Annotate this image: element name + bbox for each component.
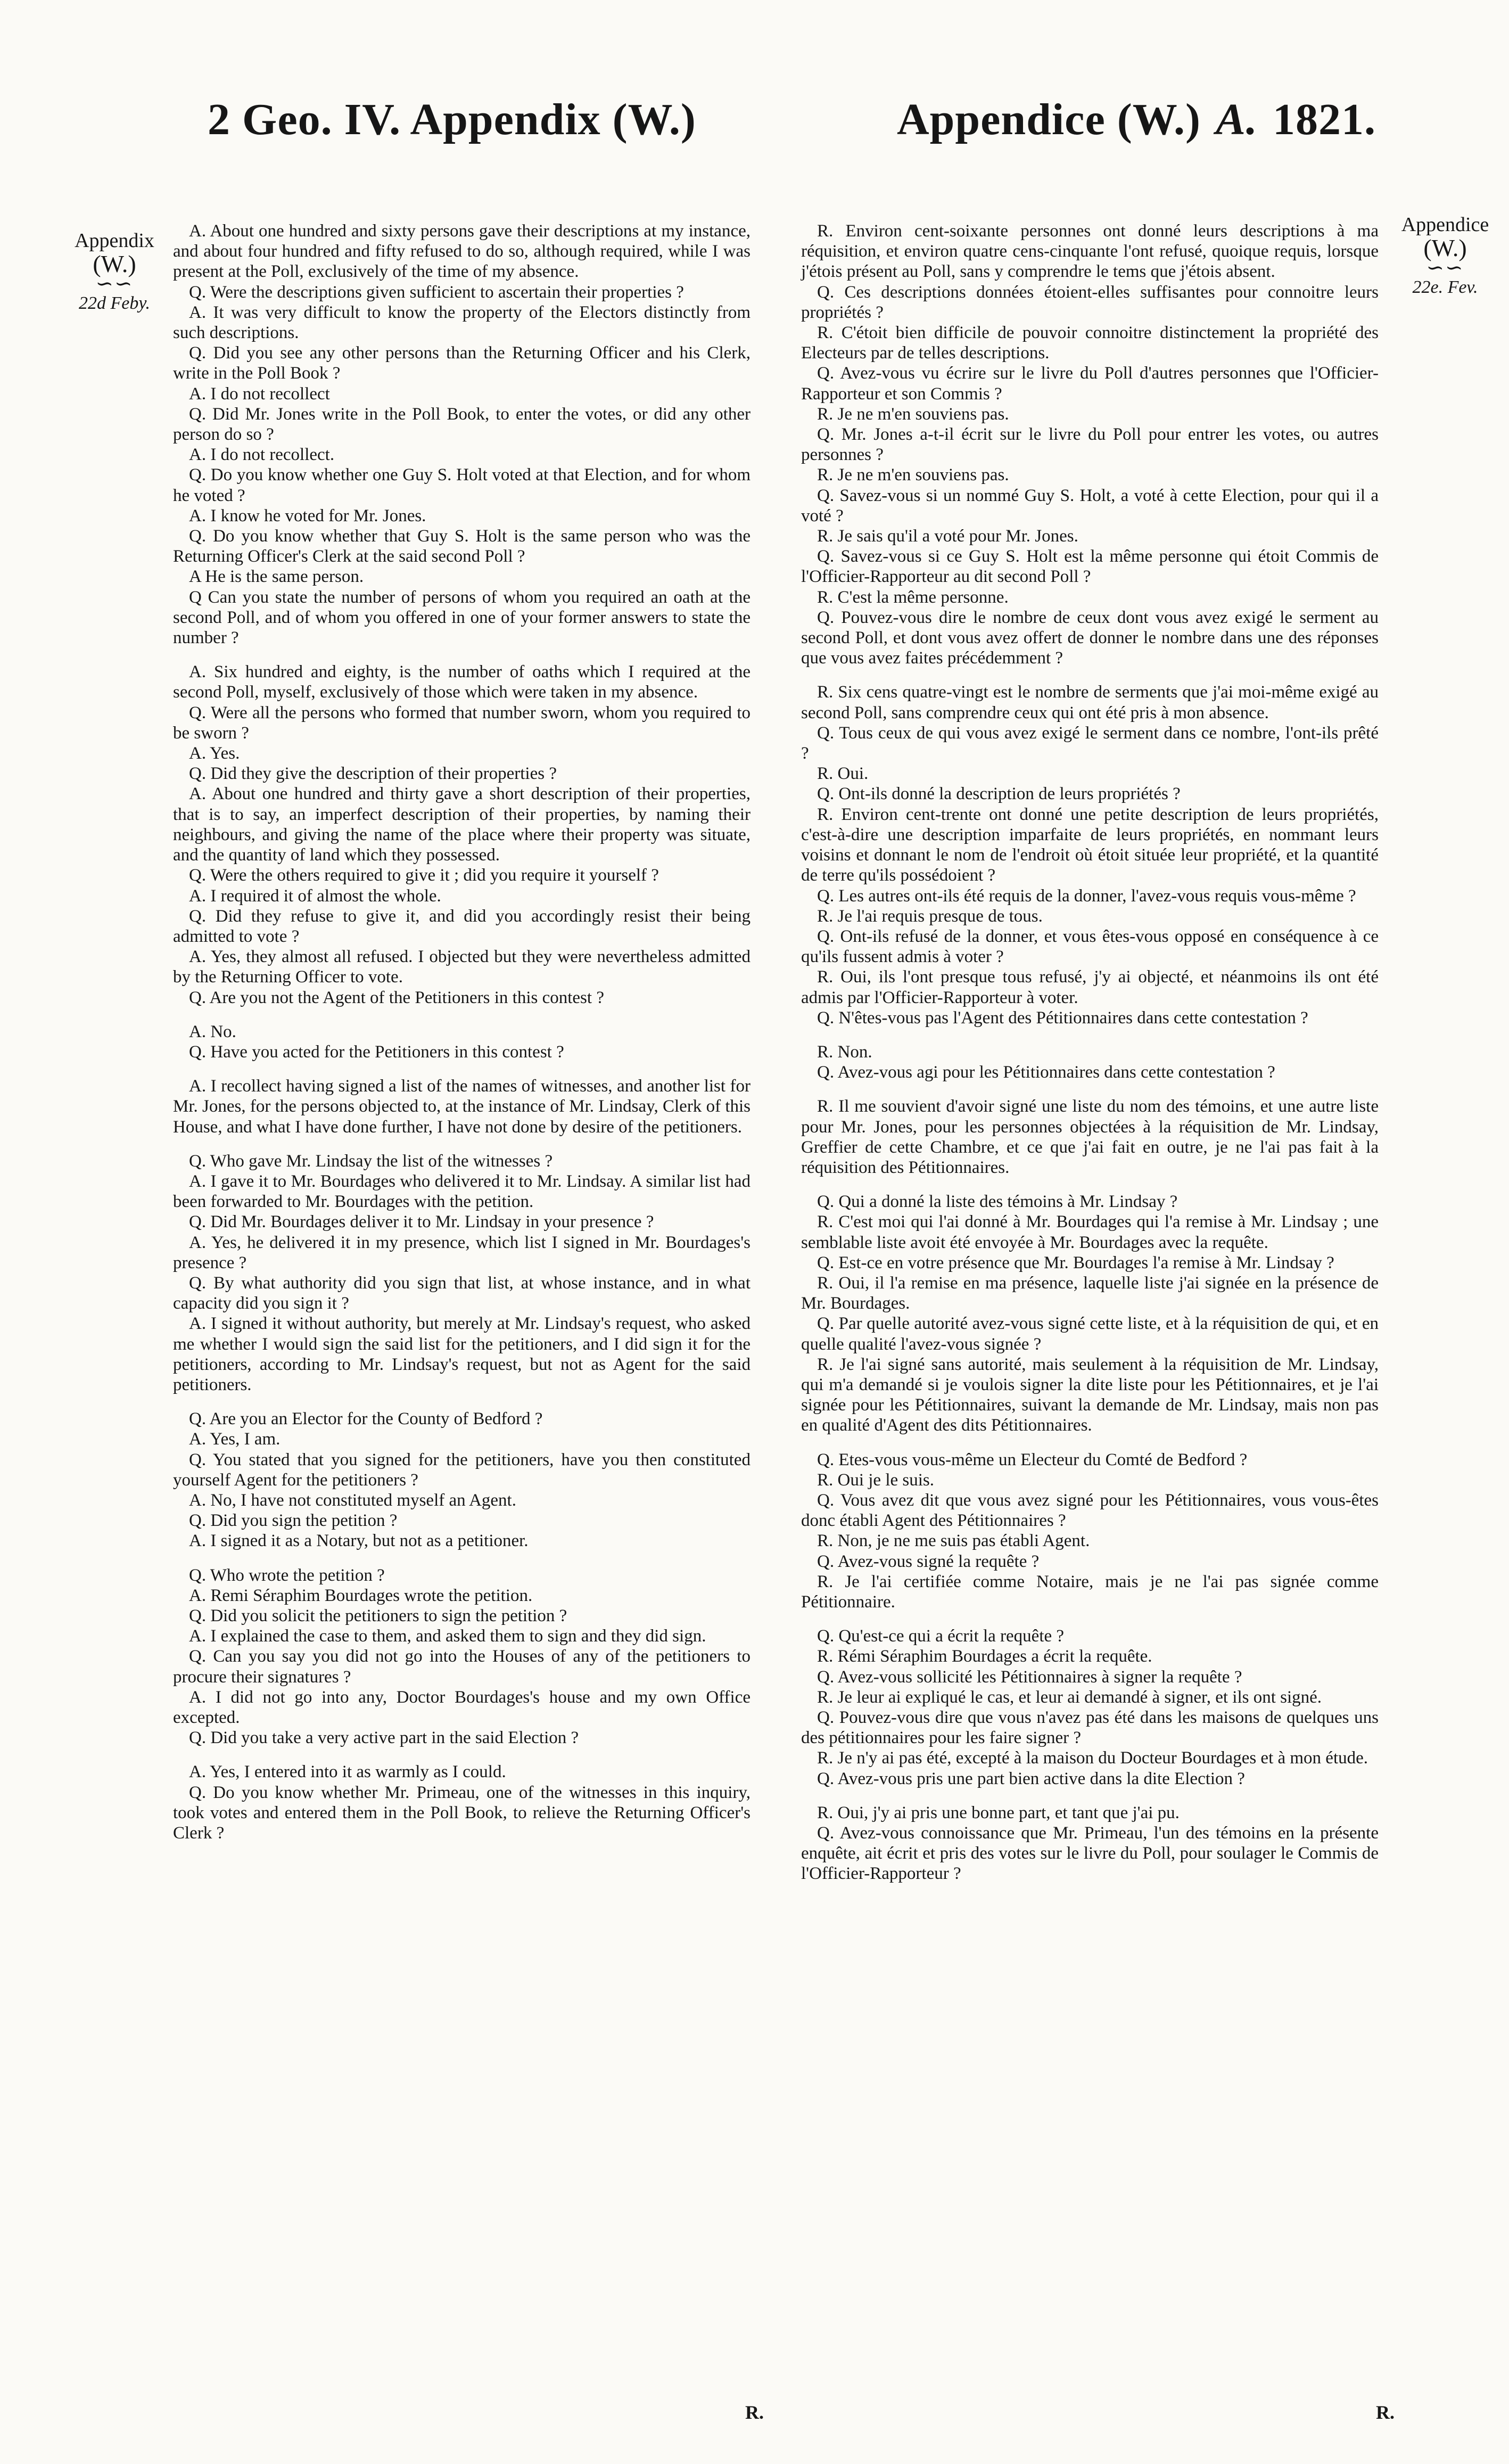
english-paragraph: A. I do not recollect	[189, 384, 330, 404]
french-paragraph: R. C'étoit bien difficile de pouvoir connoitre distinctement la propriété des Electeurs par de telles descriptions.	[801, 323, 1379, 363]
english-paragraph: A. I explained the case to them, and asked them to sign and they did sign.	[189, 1627, 706, 1646]
english-paragraph: Q. Who wrote the petition ?	[189, 1565, 385, 1585]
french-paragraph: R. Oui je le suis.	[817, 1470, 934, 1490]
header-right-letter: A.	[1215, 95, 1258, 144]
english-paragraph: Q. Did they give the description of their properties ?	[189, 764, 557, 784]
margin-date-left: 22d Feby.	[78, 293, 151, 313]
english-paragraph: A. I recollect having signed a list of the names of witnesses, and another list for Mr. Jones, for the persons objected to, at the instance of Mr. Lindsay, Clerk of this House, and what I have done further, I have not done by desire of the petitioners.	[173, 1077, 751, 1137]
english-paragraph: Q. Did you take a very active part in the said Election ?	[189, 1728, 579, 1748]
english-paragraph: A. About one hundred and thirty gave a short description of their properties, that is to say, an imperfect description of their properties, by naming their neighbours, and giving the name of the place where their property was situate, and the quantity of land which they possessed.	[173, 784, 751, 865]
english-paragraph: Q. Were all the persons who formed that number sworn, whom you required to be sworn ?	[173, 703, 751, 743]
header-right-year: 1821.	[1273, 95, 1376, 144]
english-paragraph: A. No.	[189, 1022, 236, 1041]
french-paragraph: R. Il me souvient d'avoir signé une liste du nom des témoins, et une autre liste pour Mr. Jones, pour les personnes objectées à la réquisition de Mr. Lindsay, Greffier de cette Chambre, et ce que j'ai fait en outre, je ne l'ai pas fait à la réquisition des Pétitionnaires.	[801, 1097, 1379, 1177]
header-right-label: Appendice (W.)	[897, 95, 1201, 144]
french-paragraph: Q. Ont-ils refusé de la donner, et vous êtes-vous opposé en conséquence à ce qu'ils fussent admis à voter ?	[801, 926, 1379, 967]
english-paragraph: A. No, I have not constituted myself an Agent.	[189, 1490, 516, 1510]
french-paragraph: Q. Avez-vous pris une part bien active dans la dite Election ?	[817, 1769, 1245, 1788]
margin-appendice-label: Appendice	[1401, 213, 1489, 236]
french-paragraph: R. Je n'y ai pas été, excepté à la maison du Docteur Bourdages et à mon étude.	[817, 1748, 1368, 1768]
english-paragraph: A. Six hundred and eighty, is the number of oaths which I required at the second Poll, myself, exclusively of those which were taken in my absence.	[173, 662, 751, 702]
margin-w-label-right: (W.)	[1423, 234, 1467, 261]
english-paragraph: Q. Who gave Mr. Lindsay the list of the witnesses ?	[189, 1151, 553, 1171]
french-paragraph: Q. Savez-vous si ce Guy S. Holt est la même personne qui étoit Commis de l'Officier-Rapporteur au dit second Poll ?	[801, 547, 1379, 587]
english-paragraph: A. Remi Séraphim Bourdages wrote the petition.	[189, 1586, 533, 1605]
french-paragraph: Q. Avez-vous signé la requête ?	[817, 1551, 1040, 1571]
french-paragraph: Q. Ont-ils donné la description de leurs propriétés ?	[817, 784, 1181, 804]
english-paragraph: Q. By what authority did you sign that list, at whose instance, and in what capacity did you sign it ?	[173, 1273, 751, 1313]
english-paragraph: A. Yes, they almost all refused. I objected but they were nevertheless admitted by the Returning Officer to vote.	[173, 947, 751, 987]
english-paragraph: Q. Did they refuse to give it, and did you accordingly resist their being admitted to vote ?	[173, 906, 751, 946]
english-paragraph: A. Yes, I entered into it as warmly as I could.	[189, 1762, 506, 1782]
french-paragraph: R. Je leur ai expliqué le cas, et leur ai demandé à signer, et ils ont signé.	[817, 1687, 1322, 1707]
french-paragraph: R. C'est moi qui l'ai donné à Mr. Bourdages qui l'a remise à Mr. Lindsay ; une semblable liste avoit été envoyée à Mr. Bourdages avec la requête.	[801, 1212, 1379, 1252]
english-paragraph: Q. Were the descriptions given sufficient to ascertain their properties ?	[189, 282, 684, 302]
flourish-ornament-icon: ∽∽	[95, 272, 134, 295]
english-paragraph: A He is the same person.	[189, 567, 364, 587]
english-paragraph: Q. Are you an Elector for the County of Bedford ?	[189, 1409, 543, 1429]
english-paragraph: Q. Do you know whether Mr. Primeau, one of the witnesses in this inquiry, took votes and entered them in the Poll Book, to relieve the Returning Officer's Clerk ?	[173, 1783, 751, 1843]
english-paragraph: Q. Have you acted for the Petitioners in this contest ?	[189, 1042, 564, 1062]
french-paragraph: R. Environ cent-trente ont donné une petite description de leurs propriétés, c'est-à-dire une description imparfaite de leurs propriétés, en nommant leurs voisins et donnant le nom de l'endroit où étoit située leur propriété, et la quantité de terre qu'ils possédoient ?	[801, 804, 1379, 885]
french-paragraph: R. Je l'ai signé sans autorité, mais seulement à la réquisition de Mr. Lindsay, qui m'a demandé si je voulois signer la dite liste pour les Pétitionnaires, et je l'ai signée pour les Pétitionnaires, suivant la demande de Mr. Lindsay, mais non pas en qualité d'Agent des dits Pétitionnaires.	[801, 1354, 1379, 1435]
english-paragraph: A. I signed it without authority, but merely at Mr. Lindsay's request, who asked me whether I would sign the said list for the petitioners, and I did sign it for the petitioners, according to Mr. Lindsay's request, but not as Agent for the said petitioners.	[173, 1314, 751, 1394]
margin-appendix-label: Appendix	[75, 229, 154, 252]
french-paragraph: Q. Avez-vous vu écrire sur le livre du Poll d'autres personnes que l'Officier-Rapporteur et son Commis ?	[801, 364, 1379, 404]
french-paragraph: Q. Qu'est-ce qui a écrit la requête ?	[817, 1627, 1065, 1646]
margin-note-right	[1392, 213, 1498, 299]
english-paragraph: A. Yes.	[189, 744, 240, 763]
margin-date-right: 22e. Fev.	[1412, 277, 1478, 297]
english-paragraph: Q Can you state the number of persons of whom you required an oath at the second Poll, and of whom you offered in one of your former answers to state the number ?	[173, 587, 751, 648]
french-paragraph: R. Je ne m'en souviens pas.	[817, 404, 1009, 424]
french-paragraph: Q. Mr. Jones a-t-il écrit sur le livre du Poll pour entrer les votes, ou autres personnes ?	[801, 425, 1379, 465]
french-paragraph: R. Non, je ne me suis pas établi Agent.	[817, 1531, 1090, 1551]
english-paragraph: A. About one hundred and sixty persons gave their descriptions at my instance, and about four hundred and fifty refused to do so, although required, while I was present at the Poll, exclusively of the time of my absence.	[173, 221, 751, 282]
english-paragraph: Q. Do you know whether that Guy S. Holt is the same person who was the Returning Officer's Clerk at the said second Poll ?	[173, 527, 751, 566]
english-paragraph: A. I signed it as a Notary, but not as a petitioner.	[189, 1531, 529, 1551]
french-paragraph: Q. Ces descriptions données étoient-elles suffisantes pour connoitre leurs propriétés ?	[801, 282, 1379, 322]
french-paragraph: R. Six cens quatre-vingt est le nombre de serments que j'ai moi-même exigé au second Poll, sans comprendre ceux qui ont été pris à mon absence.	[801, 683, 1379, 722]
english-paragraph: Q. Are you not the Agent of the Petitioners in this contest ?	[189, 988, 604, 1007]
english-paragraph: Q. Did you sign the petition ?	[189, 1511, 398, 1531]
french-paragraph: Q. Les autres ont-ils été requis de la donner, l'avez-vous requis vous-même ?	[817, 886, 1356, 906]
header-right	[897, 85, 1376, 154]
english-paragraph: Q. Were the others required to give it ; did you require it yourself ?	[189, 866, 659, 885]
french-paragraph: Q. Par quelle autorité avez-vous signé cette liste, et à la réquisition de qui, et en quelle qualité l'avez-vous signée ?	[801, 1314, 1379, 1354]
english-paragraph: Q. Did you see any other persons than the Returning Officer and his Clerk, write in the Poll Book ?	[173, 343, 751, 383]
catchword-french: R.	[1376, 2402, 1395, 2423]
english-paragraph: A. I know he voted for Mr. Jones.	[189, 506, 426, 525]
french-paragraph: Q. Vous avez dit que vous avez signé pour les Pétitionnaires, vous vous-êtes donc établi Agent des Pétitionnaires ?	[801, 1490, 1379, 1531]
french-paragraph: Q. N'êtes-vous pas l'Agent des Pétitionnaires dans cette contestation ?	[817, 1008, 1308, 1028]
french-paragraph: Q. Avez-vous agi pour les Pétitionnaires dans cette contestation ?	[817, 1063, 1275, 1082]
french-paragraph: R. Je sais qu'il a voté pour Mr. Jones.	[817, 527, 1078, 546]
french-paragraph: Q. Pouvez-vous dire que vous n'avez pas été dans les maisons de quelques uns des pétitionnaires pour les faire signer ?	[801, 1708, 1379, 1748]
french-paragraph: R. Je l'ai requis presque de tous.	[817, 906, 1043, 926]
english-paragraph: Q. Can you say you did not go into the Houses of any of the petitioners to procure their signatures ?	[173, 1647, 751, 1687]
english-paragraph: Q. Did Mr. Bourdages deliver it to Mr. Lindsay in your presence ?	[189, 1212, 654, 1232]
margin-note-left	[64, 229, 165, 315]
english-paragraph: Q. Did Mr. Jones write in the Poll Book, to enter the votes, or did any other person do so ?	[173, 404, 751, 445]
english-paragraph: Q. Do you know whether one Guy S. Holt voted at that Election, and for whom he voted ?	[173, 465, 751, 505]
english-paragraph: A. I required it of almost the whole.	[189, 886, 441, 906]
french-paragraph: Q. Avez-vous sollicité les Pétitionnaires à signer la requête ?	[817, 1667, 1242, 1687]
french-paragraph: Q. Est-ce en votre présence que Mr. Bourdages l'a remise à Mr. Lindsay ?	[817, 1253, 1334, 1272]
catchword-english: R.	[745, 2402, 764, 2423]
english-column	[173, 221, 751, 1843]
english-paragraph: A. Yes, he delivered it in my presence, which list I signed in Mr. Bourdages's presence ?	[173, 1233, 751, 1272]
english-paragraph: A. Yes, I am.	[189, 1430, 281, 1449]
french-paragraph: R. Oui.	[817, 764, 869, 784]
french-paragraph: R. Oui, ils l'ont presque tous refusé, j'y ai objecté, et néanmoins ils ont été admis par l'Officier-Rapporteur à voter.	[801, 967, 1379, 1007]
french-paragraph: R. Je l'ai certifiée comme Notaire, mais je ne l'ai pas signée comme Pétitionnaire.	[801, 1572, 1379, 1612]
english-paragraph: A. I did not go into any, Doctor Bourdages's house and my own Office excepted.	[173, 1687, 751, 1728]
margin-w-label: (W.)	[93, 250, 136, 277]
french-paragraph: R. Rémi Séraphim Bourdages a écrit la requête.	[817, 1647, 1152, 1666]
french-paragraph: Q. Avez-vous connoissance que Mr. Primeau, l'un des témoins en la présente enquête, ait écrit et pris des votes sur le livre du Poll, pour soulager le Commis de l'Officier-Rapporteur ?	[801, 1824, 1379, 1884]
french-column	[801, 221, 1379, 1884]
english-paragraph: A. I gave it to Mr. Bourdages who delivered it to Mr. Lindsay. A similar list had been forwarded to Mr. Bourdages with the petition.	[173, 1171, 751, 1212]
english-paragraph: Q. You stated that you signed for the petitioners, have you then constituted yourself Agent for the petitioners ?	[173, 1450, 751, 1490]
french-paragraph: R. Je ne m'en souviens pas.	[817, 465, 1009, 485]
french-paragraph: R. Non.	[817, 1042, 872, 1062]
french-paragraph: R. Oui, j'y ai pris une bonne part, et tant que j'ai pu.	[817, 1803, 1180, 1822]
french-paragraph: Q. Tous ceux de qui vous avez exigé le serment dans ce nombre, l'ont-ils prêté ?	[801, 723, 1379, 763]
english-paragraph: A. I do not recollect.	[189, 445, 335, 465]
french-paragraph: Q. Qui a donné la liste des témoins à Mr. Lindsay ?	[817, 1192, 1178, 1212]
flourish-ornament-icon-right: ∽∽	[1426, 256, 1464, 280]
header-left: 2 Geo. IV. Appendix (W.)	[208, 95, 696, 144]
french-paragraph: Q. Etes-vous vous-même un Electeur du Comté de Bedford ?	[817, 1450, 1248, 1469]
french-paragraph: Q. Pouvez-vous dire le nombre de ceux dont vous avez exigé le serment au second Poll, et dont vous avez offert de donner le nombre dans une des réponses que vous avez faites précédemment ?	[801, 607, 1379, 668]
french-paragraph: Q. Savez-vous si un nommé Guy S. Holt, a voté à cette Election, pour qui il a voté ?	[801, 486, 1379, 525]
french-paragraph: R. Oui, il l'a remise en ma présence, laquelle liste j'ai signée en la présence de Mr. Bourdages.	[801, 1273, 1379, 1313]
french-paragraph: R. Environ cent-soixante personnes ont donné leurs descriptions à ma réquisition, et environ quatre cens-cinquante l'ont refusé, quoique requis, lorsque j'étois présent au Poll, sans y comprendre le tems que j'étois absent.	[801, 221, 1379, 282]
english-paragraph: A. It was very difficult to know the property of the Electors distinctly from such descriptions.	[173, 302, 751, 343]
french-paragraph: R. C'est la même personne.	[817, 587, 1009, 607]
running-header	[208, 85, 1376, 154]
english-paragraph: Q. Did you solicit the petitioners to sign the petition ?	[189, 1606, 567, 1625]
